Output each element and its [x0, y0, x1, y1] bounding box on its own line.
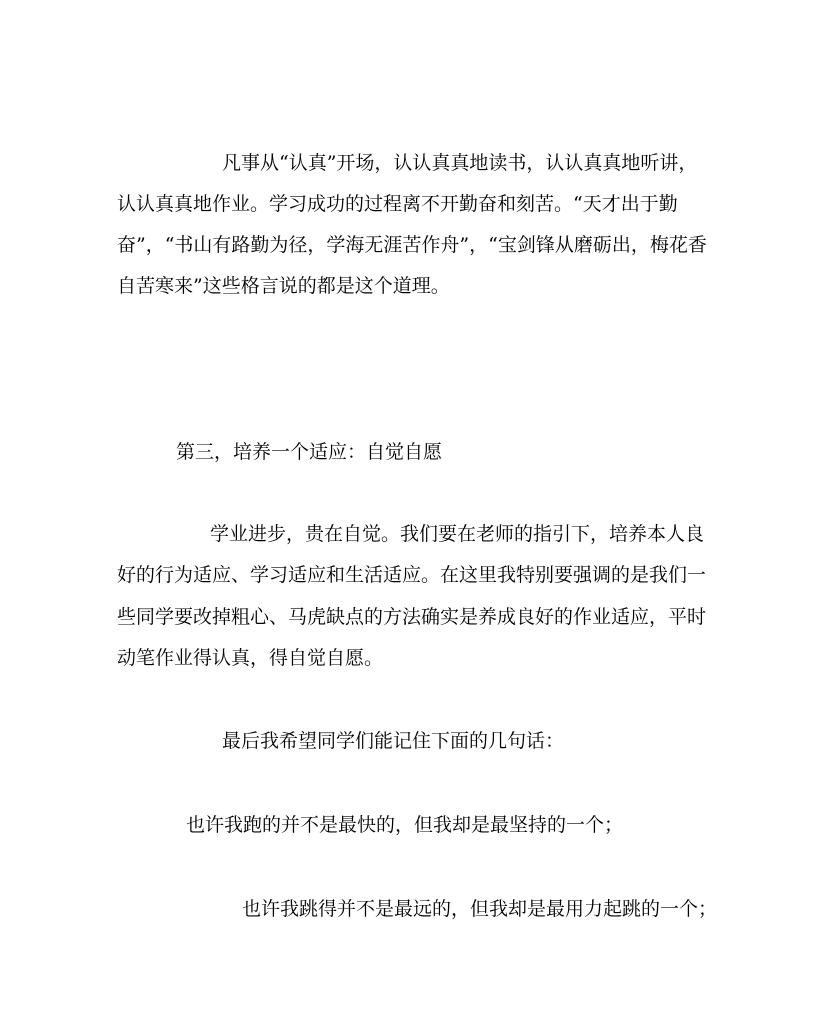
paragraph-1-line-4: 自苦寒来”这些格言说的都是这个道理。 — [117, 275, 450, 297]
section-heading: 第三，培养一个适应：自觉自愿 — [176, 441, 443, 463]
quote-line-2: 也许我跳得并不是最远的，但我却是最用力起跳的一个； — [242, 898, 718, 920]
paragraph-2-line-1: 学业进步，贵在自觉。我们要在老师的指引下，培养本人良 — [210, 523, 705, 545]
paragraph-1-line-3: 奋”，“书山有路勤为径，学海无涯苦作舟”，“宝剑锋从磨砺出，梅花香 — [117, 234, 707, 256]
quote-line-1: 也许我跑的并不是最快的，但我却是最坚持的一个； — [186, 814, 624, 836]
paragraph-1-line-1: 凡事从“认真”开场，认认真真地读书，认认真真地听讲， — [222, 152, 698, 174]
paragraph-2-line-3: 些同学要改掉粗心、马虎缺点的方法确实是养成良好的作业适应，平时 — [117, 606, 707, 628]
closing-intro: 最后我希望同学们能记住下面的几句话： — [222, 730, 565, 752]
paragraph-2-line-4: 动笔作业得认真，得自觉自愿。 — [117, 647, 384, 669]
paragraph-2-line-2: 好的行为适应、学习适应和生活适应。在这里我特别要强调的是我们一 — [117, 564, 707, 586]
paragraph-1-line-2: 认认真真地作业。学习成功的过程离不开勤奋和刻苦。“天才出于勤 — [117, 193, 678, 215]
